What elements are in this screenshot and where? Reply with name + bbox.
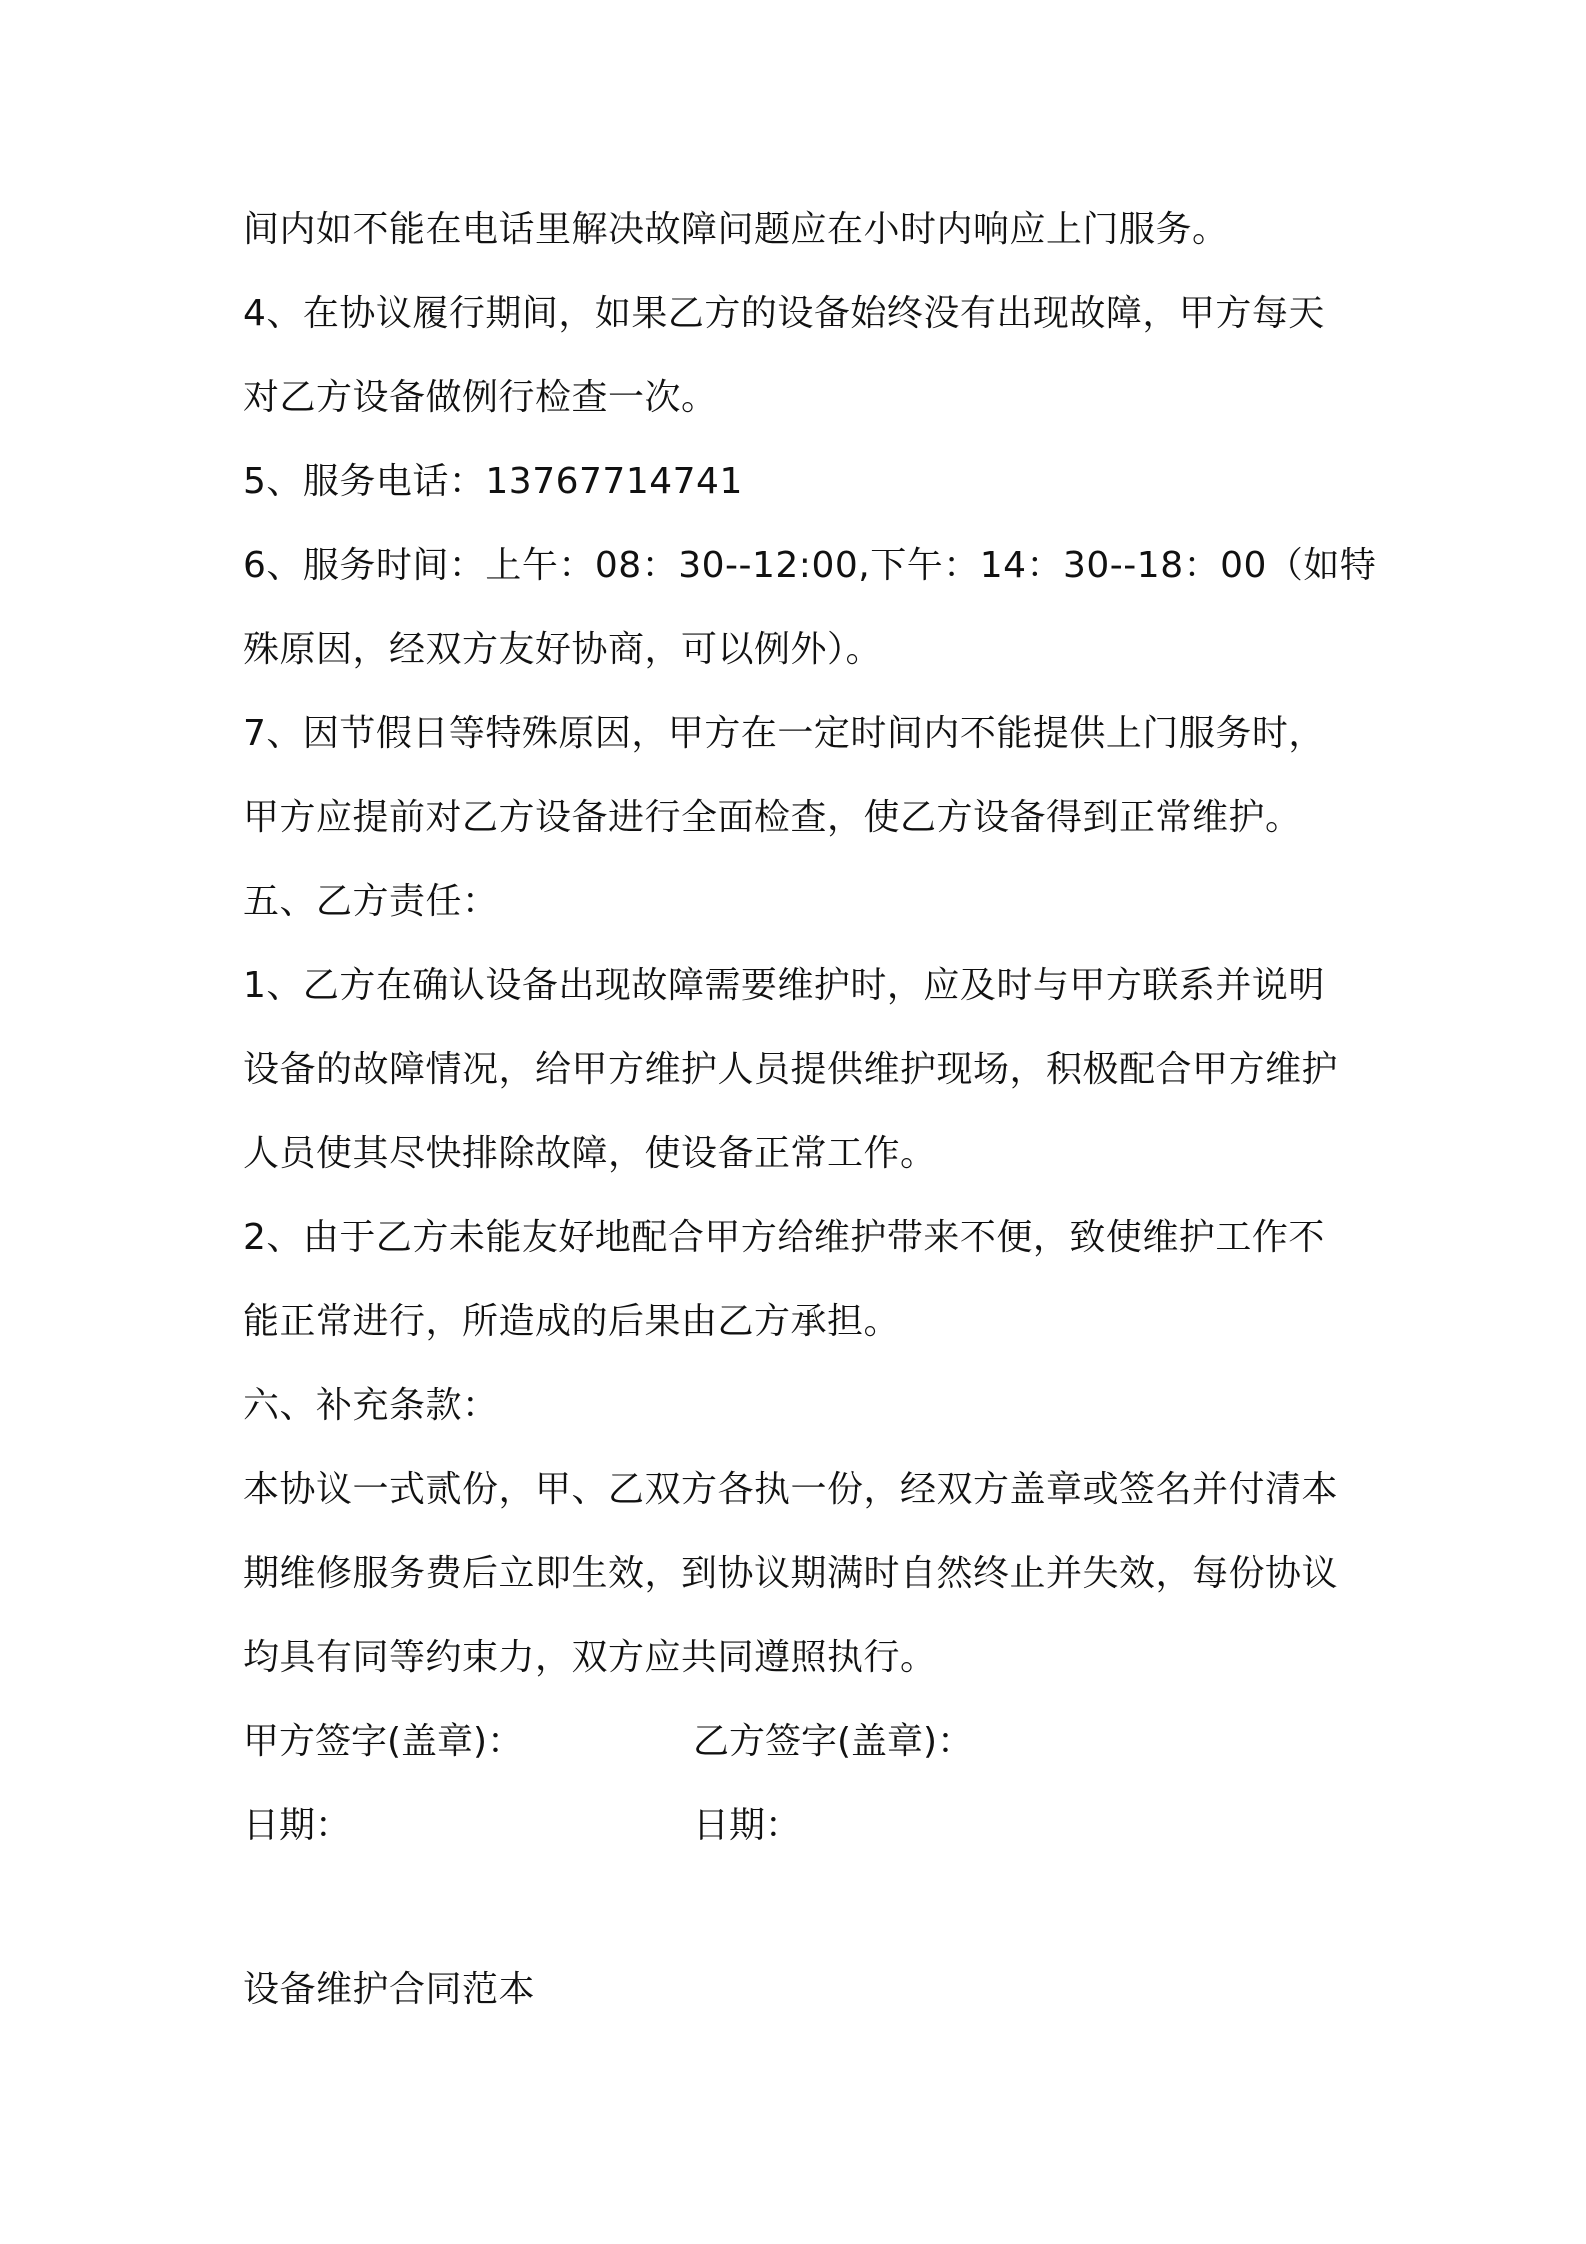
text-line: 7、因节假日等特殊原因，甲方在一定时间内不能提供上门服务时， xyxy=(243,713,1325,754)
text-line: 4、在协议履行期间，如果乙方的设备始终没有出现故障，甲方每天 xyxy=(243,293,1325,334)
party-a-signature-label: 甲方签字(盖章)： xyxy=(243,1721,524,1762)
text-line: 2、由于乙方未能友好地配合甲方给维护带来不便，致使维护工作不 xyxy=(243,1217,1325,1258)
text-line: 本协议一式贰份，甲、乙双方各执一份，经双方盖章或签名并付清本 xyxy=(243,1469,1339,1510)
section-heading: 六、补充条款： xyxy=(243,1385,499,1426)
document-title: 设备维护合同范本 xyxy=(243,1969,536,2010)
text-line: 间内如不能在电话里解决故障问题应在小时内响应上门服务。 xyxy=(243,209,1229,250)
party-a-date-label: 日期： xyxy=(243,1805,352,1846)
text-line: 对乙方设备做例行检查一次。 xyxy=(243,377,718,418)
text-line: 人员使其尽快排除故障，使设备正常工作。 xyxy=(243,1133,937,1174)
text-line: 6、服务时间：上午：08：30--12:00,下午：14：30--18：00（如特 xyxy=(243,545,1377,586)
text-line: 能正常进行，所造成的后果由乙方承担。 xyxy=(243,1301,901,1342)
text-line: 殊原因，经双方友好协商，可以例外）。 xyxy=(243,629,883,670)
section-heading: 五、乙方责任： xyxy=(243,881,499,922)
text-line: 设备的故障情况，给甲方维护人员提供维护现场，积极配合甲方维护 xyxy=(243,1049,1339,1090)
party-b-date-label: 日期： xyxy=(693,1805,802,1846)
text-line: 甲方应提前对乙方设备进行全面检查，使乙方设备得到正常维护。 xyxy=(243,797,1302,838)
text-line: 1、乙方在确认设备出现故障需要维护时，应及时与甲方联系并说明 xyxy=(243,965,1325,1006)
text-line: 5、服务电话：13767714741 xyxy=(243,461,743,502)
party-b-signature-label: 乙方签字(盖章)： xyxy=(693,1721,974,1762)
text-line: 期维修服务费后立即生效，到协议期满时自然终止并失效，每份协议 xyxy=(243,1553,1339,1594)
text-line: 均具有同等约束力，双方应共同遵照执行。 xyxy=(243,1637,937,1678)
